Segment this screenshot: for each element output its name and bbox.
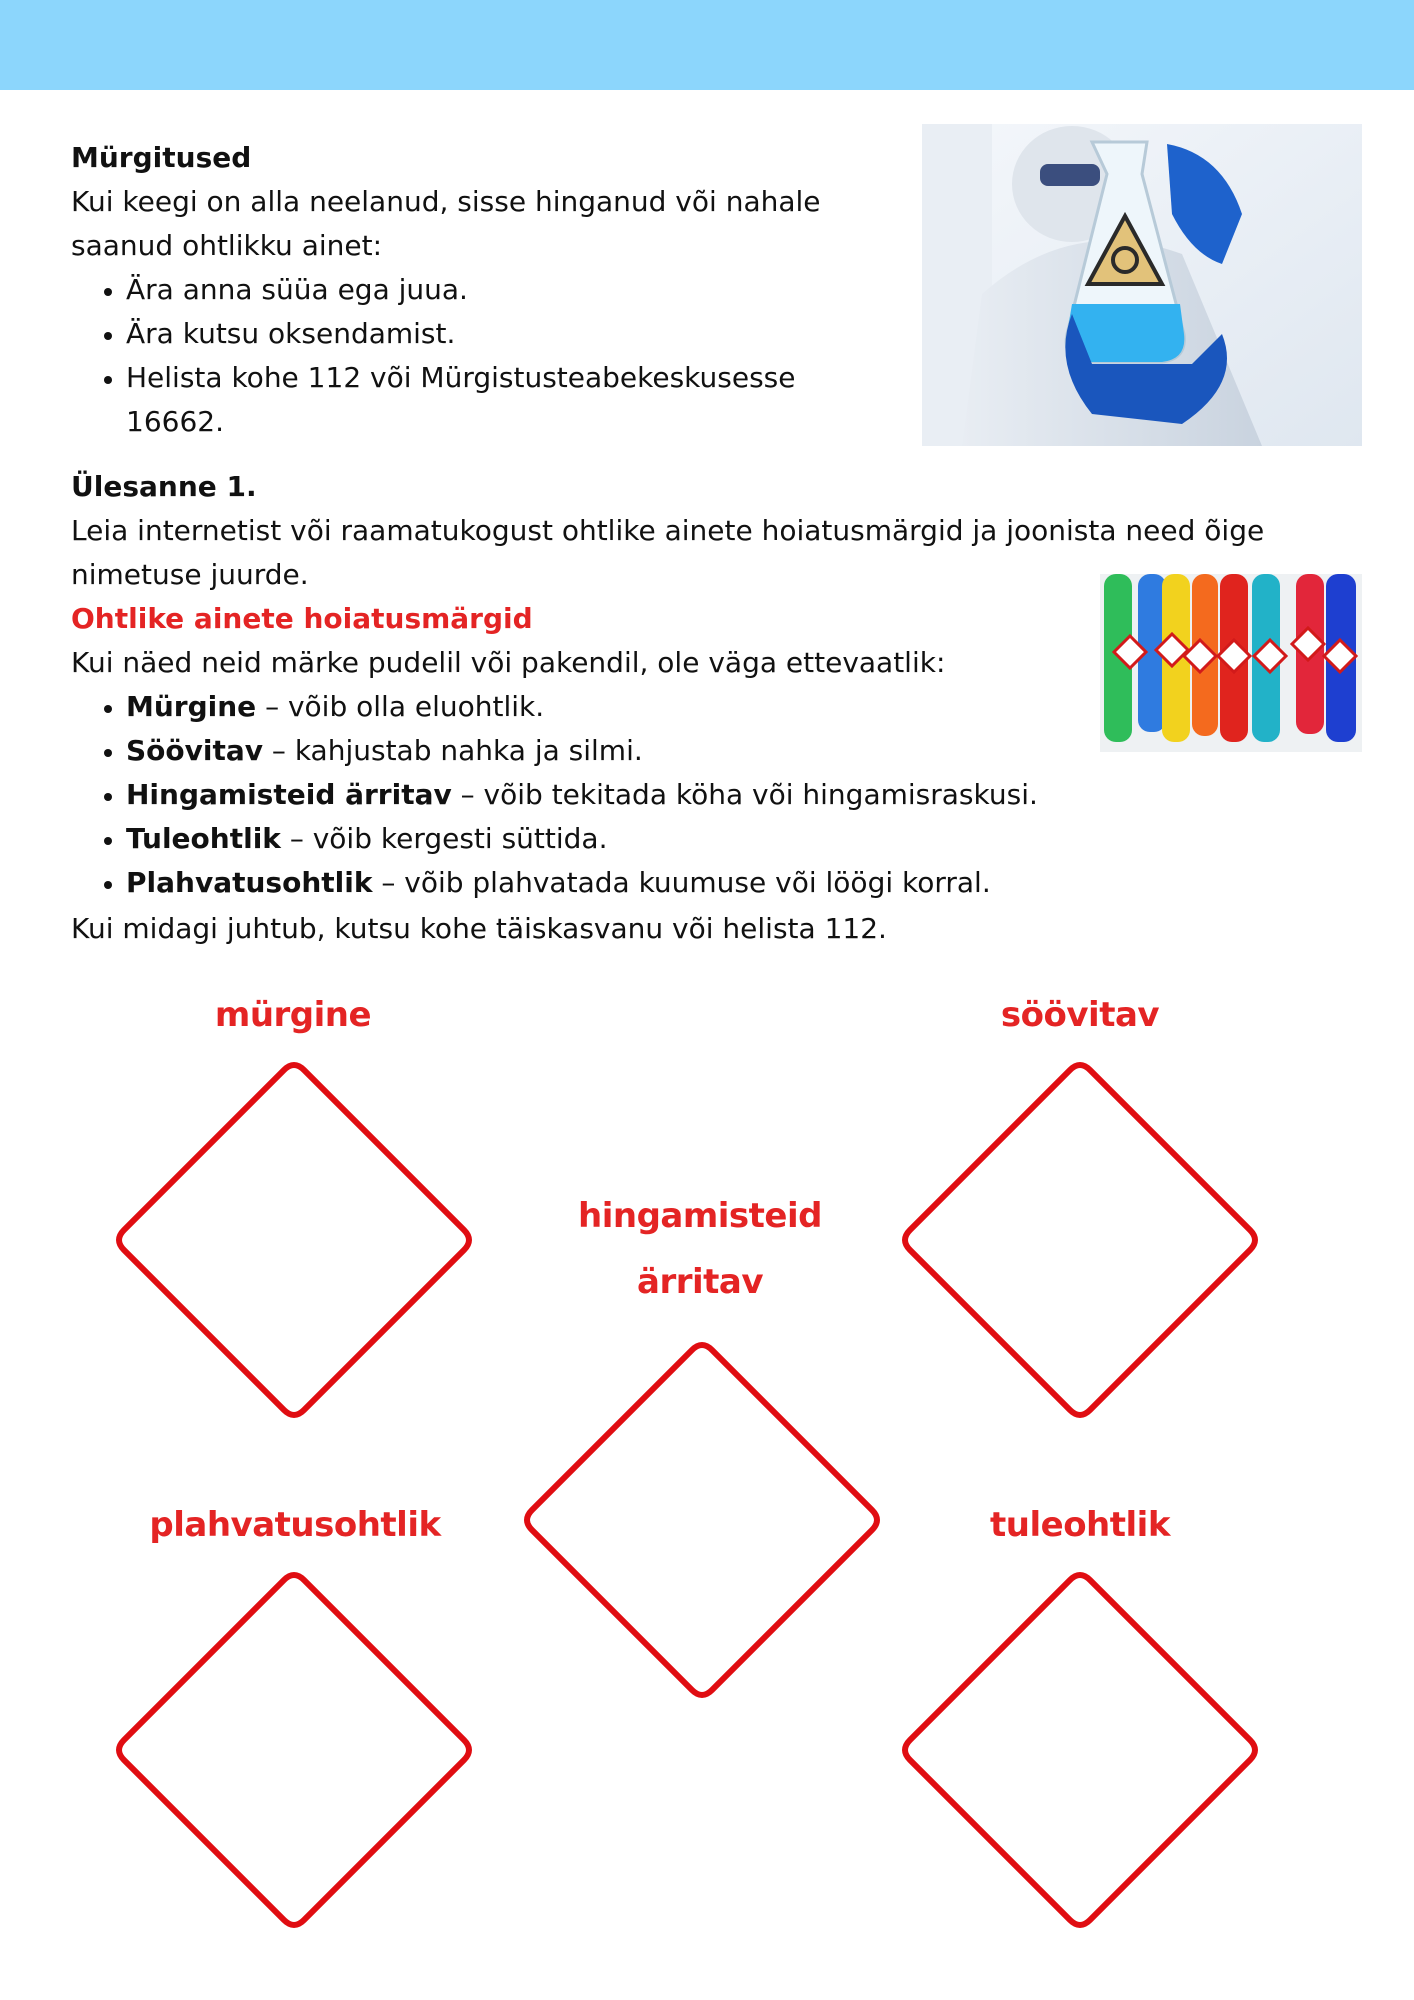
hazard-list xyxy=(71,685,1226,905)
drawing-diamond-corrosive[interactable] xyxy=(900,1060,1260,1420)
label-irritant-line-1: hingamisteid xyxy=(578,1196,822,1236)
label-toxic: mürgine xyxy=(214,995,372,1035)
section-title-poisonings: Mürgitused xyxy=(71,141,252,174)
first-aid-list xyxy=(71,268,946,444)
drawing-diamond-irritant[interactable] xyxy=(522,1340,882,1700)
closing-text: Kui midagi juhtub, kutsu kohe täiskasvanu või helista 112. xyxy=(71,912,887,945)
warnings-title: Ohtlike ainete hoiatusmärgid xyxy=(71,602,533,635)
list-item xyxy=(126,817,1226,861)
list-item xyxy=(126,729,1226,773)
task-text-line-2: nimetuse juurde. xyxy=(71,558,309,591)
list-item xyxy=(126,773,1226,817)
hazard-term: Hingamisteid ärritav xyxy=(126,778,452,811)
drawing-diamond-explosive[interactable] xyxy=(114,1570,474,1930)
task-title: Ülesanne 1. xyxy=(71,470,257,503)
hazard-term: Plahvatusohtlik xyxy=(126,866,373,899)
list-item: • Ära anna süüa ega juua. xyxy=(126,268,946,312)
hazard-desc: – võib tekitada köha või hingamisraskusi. xyxy=(451,778,1038,811)
intro-line-2: saanud ohtlikku ainet: xyxy=(71,229,383,262)
label-corrosive: söövitav xyxy=(1000,995,1160,1035)
list-item: • Ära kutsu oksendamist. xyxy=(126,312,946,356)
label-explosive: plahvatusohtlik xyxy=(149,1505,441,1545)
hazard-term: Mürgine xyxy=(126,690,257,723)
hazard-desc: – kahjustab nahka ja silmi. xyxy=(263,734,643,767)
header-band xyxy=(0,0,1414,90)
intro-line-1: Kui keegi on alla neelanud, sisse hinganud või nahale xyxy=(71,185,821,218)
hazard-desc: – võib olla eluohtlik. xyxy=(256,690,545,723)
list-item xyxy=(126,685,1226,729)
drawing-diamond-flammable[interactable] xyxy=(900,1570,1260,1930)
hazard-term: Söövitav xyxy=(126,734,264,767)
task-text-line-1: Leia internetist või raamatukogust ohtlike ainete hoiatusmärgid ja joonista need õige xyxy=(71,514,1265,547)
list-item-text: 16662. xyxy=(126,405,224,438)
label-irritant-line-2: ärritav xyxy=(637,1262,763,1302)
list-item xyxy=(126,861,1226,905)
label-flammable: tuleohtlik xyxy=(990,1505,1170,1545)
hazard-desc: – võib plahvatada kuumuse või löögi korral. xyxy=(372,866,991,899)
warnings-intro: Kui näed neid märke pudelil või pakendil, ole väga ettevaatlik: xyxy=(71,646,946,679)
list-item-text: Helista kohe 112 või Mürgistusteabekeskusesse xyxy=(126,361,796,394)
lab-flask-photo xyxy=(922,124,1362,446)
list-item xyxy=(126,356,946,444)
hazard-desc: – võib kergesti süttida. xyxy=(280,822,608,855)
drawing-diamond-toxic[interactable] xyxy=(114,1060,474,1420)
hazard-term: Tuleohtlik xyxy=(126,822,281,855)
